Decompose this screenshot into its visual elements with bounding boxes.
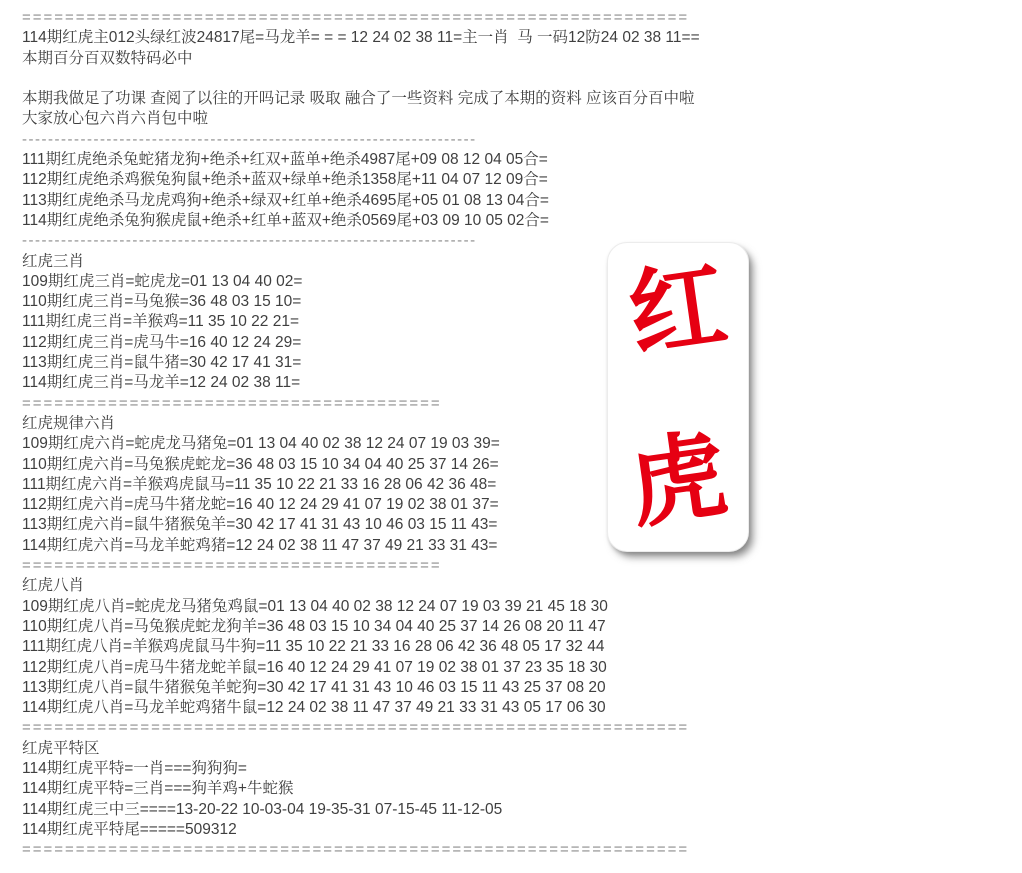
baxiao-title: 红虎八肖	[22, 577, 85, 595]
baxiao-row: 112期红虎八肖=虎马牛猪龙蛇羊鼠=16 40 12 24 29 41 07 19 02 38 01 37 23 35 18 30	[22, 658, 607, 676]
sanxiao-row: 113期红虎三肖=鼠牛猪=30 42 17 41 31=	[22, 354, 302, 372]
note-line: 本期我做足了功课 查阅了以往的开吗记录 吸取 融合了一些资料 完成了本期的资料 应该百分百中啦	[22, 90, 695, 108]
separator-line: ==============================================================	[22, 719, 690, 737]
juesha-row: 111期红虎绝杀兔蛇猪龙狗+绝杀+红双+蓝单+绝杀4987尾+09 08 12 04 05合=	[22, 151, 548, 169]
liuxiao-title: 红虎规律六肖	[22, 414, 116, 432]
liuxiao-row: 114期红虎六肖=马龙羊蛇鸡猪=12 24 02 38 11 47 37 49 21 33 31 43=	[22, 536, 498, 554]
baxiao-row: 113期红虎八肖=鼠牛猪猴兔羊蛇狗=30 42 17 41 31 43 10 46 03 15 11 43 25 37 08 20	[22, 678, 606, 696]
baxiao-row: 114期红虎八肖=马龙羊蛇鸡猪牛鼠=12 24 02 38 11 47 37 49 21 33 31 43 05 17 06 30	[22, 699, 606, 717]
pingte-row: 114期红虎平特尾=====509312	[22, 820, 237, 838]
sanxiao-row: 110期红虎三肖=马兔猴=36 48 03 15 10=	[22, 293, 302, 311]
dash-separator: ----------------------------------------------------------------------	[22, 130, 477, 148]
liuxiao-row: 113期红虎六肖=鼠牛猪猴兔羊=30 42 17 41 31 43 10 46 03 15 11 43=	[22, 516, 498, 534]
sanxiao-row: 111期红虎三肖=羊猴鸡=11 35 10 22 21=	[22, 313, 299, 331]
pingte-row: 114期红虎三中三====13-20-22 10-03-04 19-35-31 07-15-45 11-12-05	[22, 800, 503, 818]
blank-line	[22, 69, 1002, 89]
sanxiao-row: 109期红虎三肖=蛇虎龙=01 13 04 40 02=	[22, 272, 303, 290]
juesha-row: 114期红虎绝杀兔狗猴虎鼠+绝杀+红单+蓝双+绝杀0569尾+03 09 10 05 02合=	[22, 211, 549, 229]
liuxiao-row: 109期红虎六肖=蛇虎龙马猪兔=01 13 04 40 02 38 12 24 07 19 03 39=	[22, 435, 500, 453]
separator-line: ==============================================================	[22, 841, 690, 859]
baxiao-row: 109期红虎八肖=蛇虎龙马猪兔鸡鼠=01 13 04 40 02 38 12 24 07 19 03 39 21 45 18 30	[22, 597, 608, 615]
dash-separator: ----------------------------------------------------------------------	[22, 232, 477, 250]
pingte-row: 114期红虎平特=三肖===狗羊鸡+牛蛇猴	[22, 780, 294, 798]
separator-line: ==============================================================	[22, 9, 690, 26]
note-line: 大家放心包六肖六肖包中啦	[22, 110, 209, 128]
red-tiger-card	[607, 242, 749, 552]
card-char-hu: 虎	[622, 420, 733, 541]
juesha-row: 112期红虎绝杀鸡猴兔狗鼠+绝杀+蓝双+绿单+绝杀1358尾+11 04 07 12 09合=	[22, 171, 548, 189]
juesha-row: 113期红虎绝杀马龙虎鸡狗+绝杀+绿双+红单+绝杀4695尾+05 01 08 13 04合=	[22, 191, 549, 209]
baxiao-row: 111期红虎八肖=羊猴鸡虎鼠马牛狗=11 35 10 22 21 33 16 28 06 42 36 48 05 17 32 44	[22, 638, 605, 656]
sanxiao-row: 114期红虎三肖=马龙羊=12 24 02 38 11=	[22, 374, 301, 392]
sanxiao-title: 红虎三肖	[22, 252, 85, 270]
separator-line: =======================================	[22, 557, 442, 575]
headline-main: 114期红虎主012头绿红波24817尾=马龙羊= = = 12 24 02 38 11=主一肖 马 一码12防24 02 38 11==	[22, 29, 700, 47]
liuxiao-row: 112期红虎六肖=虎马牛猪龙蛇=16 40 12 24 29 41 07 19 02 38 01 37=	[22, 496, 499, 514]
liuxiao-row: 111期红虎六肖=羊猴鸡虎鼠马=11 35 10 22 21 33 16 28 06 42 36 48=	[22, 475, 497, 493]
sanxiao-row: 112期红虎三肖=虎马牛=16 40 12 24 29=	[22, 333, 302, 351]
text-content	[22, 8, 1002, 860]
pingte-row: 114期红虎平特=一肖===狗狗狗=	[22, 759, 247, 777]
card-char-hong: 红	[622, 250, 733, 371]
baxiao-row: 110期红虎八肖=马兔猴虎蛇龙狗羊=36 48 03 15 10 34 04 40 25 37 14 26 08 20 11 47	[22, 617, 606, 635]
liuxiao-row: 110期红虎六肖=马兔猴虎蛇龙=36 48 03 15 10 34 04 40 25 37 14 26=	[22, 455, 499, 473]
headline-sub: 本期百分百双数特码必中	[22, 49, 193, 67]
separator-line: =======================================	[22, 394, 442, 412]
pingte-title: 红虎平特区	[22, 739, 100, 757]
